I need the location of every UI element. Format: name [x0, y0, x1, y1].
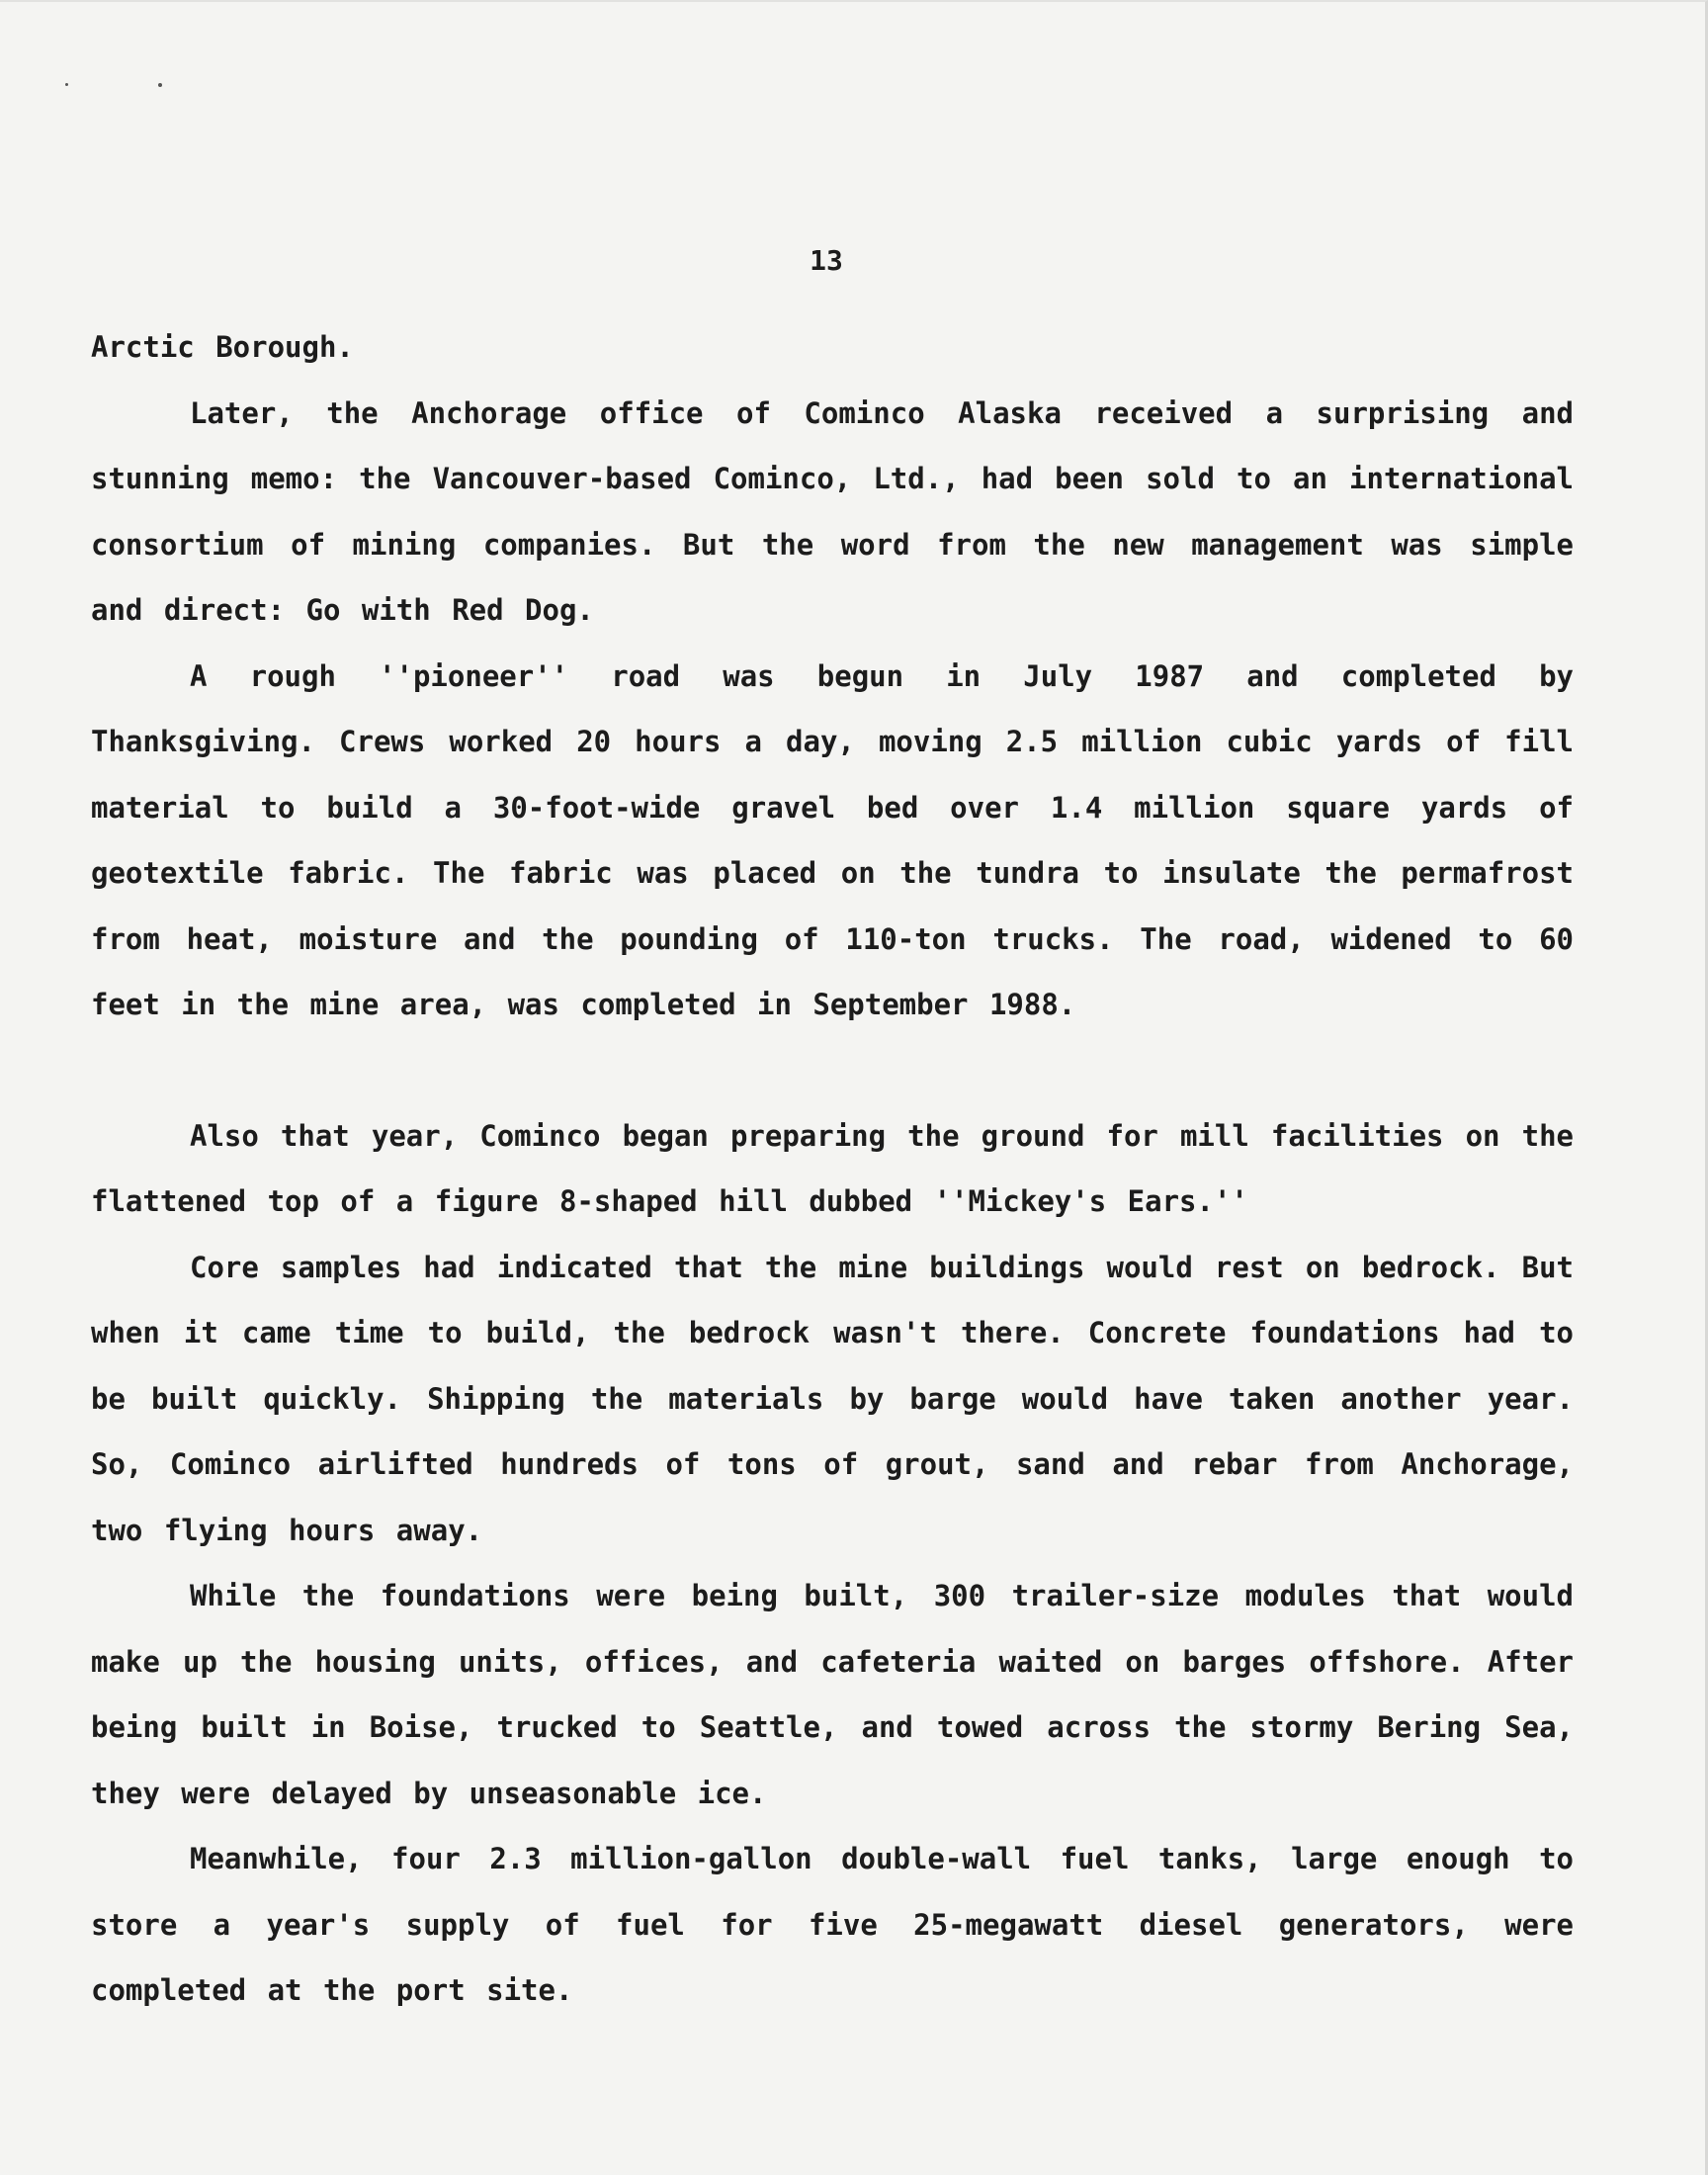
page-number: 13	[810, 244, 843, 277]
scan-speck	[158, 83, 162, 87]
paragraph-modules: While the foundations were being built, 300 trailer-size modules that would make up the housing units, offices, and cafeteria waited on barges offshore. After being built in Boise, trucked to Seattle, and towed across the stormy Bering Sea, they were delayed by unseasonable ice.	[91, 1579, 1574, 1810]
paragraph-continuation: Arctic Borough.	[91, 330, 354, 364]
paragraph-memo: Later, the Anchorage office of Cominco Alaska received a surprising and stunning memo: the Vancouver-based Cominco, Ltd., had been sold to an international consortium of mining companies. But the word from the new management was simple and direct: Go with Red Dog.	[91, 395, 1574, 627]
scan-speck	[65, 83, 68, 86]
paragraph-fuel-tanks: Meanwhile, four 2.3 million-gallon double-wall fuel tanks, large enough to store a year's supply of fuel for five 25-megawatt diesel generators, were completed at the port site.	[91, 1842, 1574, 2007]
body-text	[91, 314, 1574, 2024]
paragraph-core-samples: Core samples had indicated that the mine buildings would rest on bedrock. But when it came time to build, the bedrock wasn't there. Concrete foundations had to be built quickly. Shipping the materials by barge would have taken another year. So, Cominco airlifted hundreds of tons of grout, sand and rebar from Anchorage, two flying hours away.	[91, 1250, 1574, 1547]
paragraph-mill-facilities: Also that year, Cominco began preparing the ground for mill facilities on the flattened top of a figure 8-shaped hill dubbed ''Mickey's Ears.''	[91, 1118, 1574, 1218]
paragraph-pioneer-road: A rough ''pioneer'' road was begun in July 1987 and completed by Thanksgiving. Crews worked 20 hours a day, moving 2.5 million cubic yards of fill material to build a 30-foot-wide gravel bed over 1.4 million square yards of geotextile fabric. The fabric was placed on the tundra to insulate the permafrost from heat, moisture and the pounding of 110-ton trucks. The road, widened to 60 feet in the mine area, was completed in September 1988.	[91, 658, 1574, 1021]
